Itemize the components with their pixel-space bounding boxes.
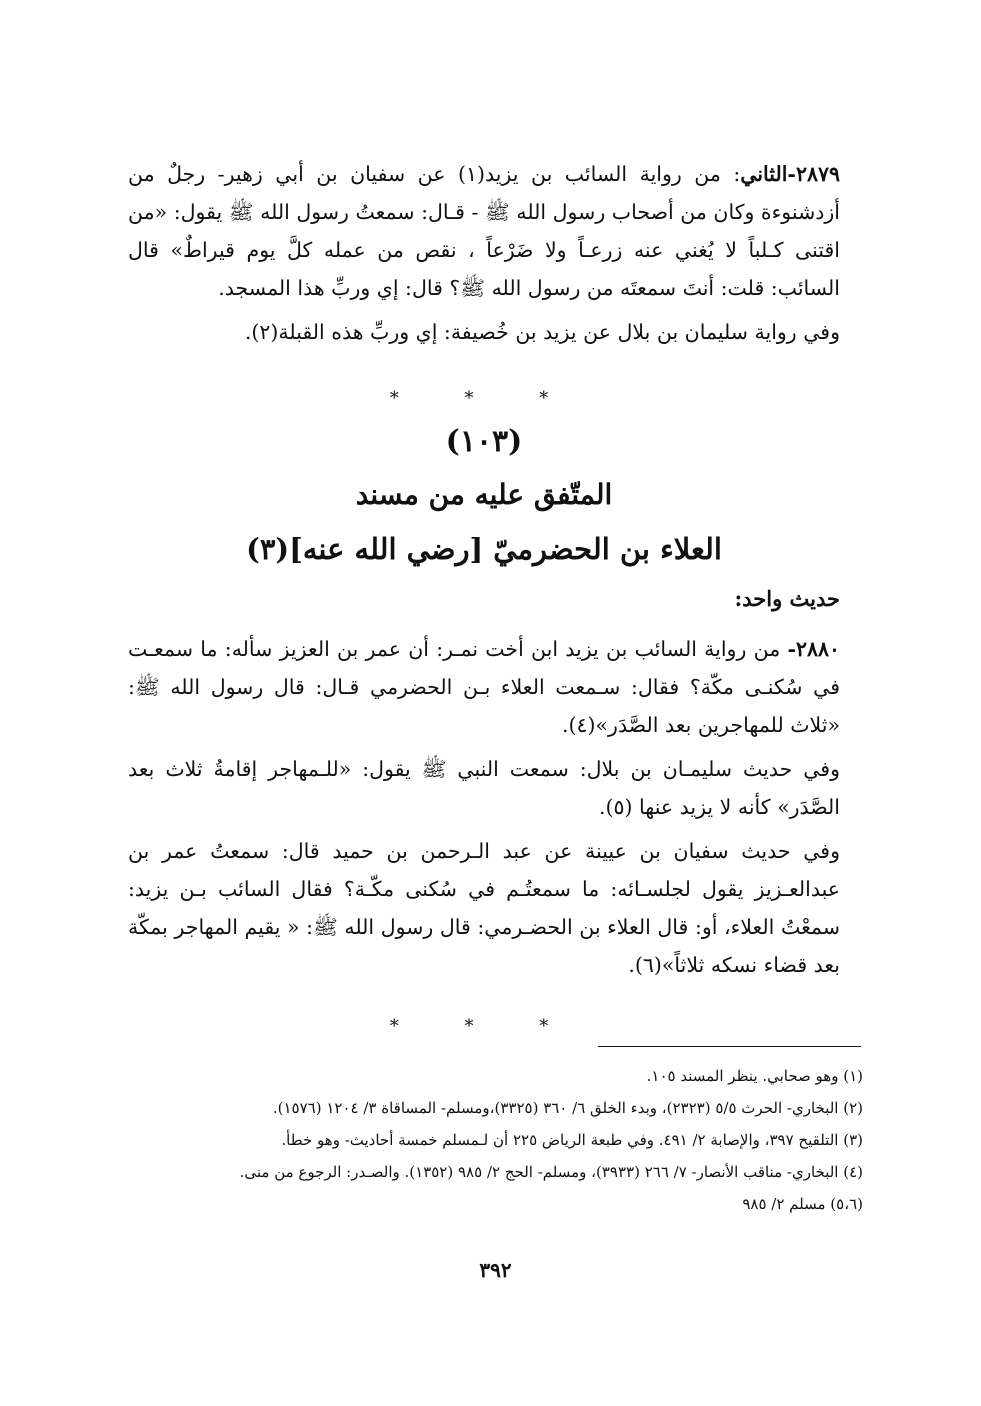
hadith-2880-variant-2: وفي حديث سفيان بن عيينة عن عبد الـرحمن بن حميد قال: سمعتُ عمر بن عبدالعـزيز يقول لجلسـائه: ما سمعتُـم في سُكنى مكّـة؟ فقال السائب بـن يزيد: سمعْتُ العلاء، أو: قال العلاء بن الحضـرمي: قال رسول الله ﷺ: « يقيم المهاجر بمكّة بعد قضاء نسكه ثلاثاً»(٦). [128,839,840,977]
footnotes [128,1060,863,1220]
hadith-2880-paragraph [128,630,840,744]
hadith-2880-number: ٢٨٨٠- [787,637,840,661]
hadith-2879-variant: وفي رواية سليمان بن بلال عن يزيد بن خُصيفة: إي وربِّ هذه القبلة(٢). [244,320,840,344]
chapter-title-line1: المتّفق عليه من مسند [355,478,613,511]
chapter-title-line2: العلاء بن الحضرميّ [رضي الله عنه](٣) [246,532,722,566]
hadith-2879-paragraph [128,155,840,307]
footnote-4: (٤) البخاري- مناقب الأنصار- ٧/ ٢٦٦ (٣٩٣٣)، ومسلم- الحج ٢/ ٩٨٥ (١٣٥٢). والصـدر: الرجوع من منى. [239,1163,863,1181]
footnote-1: (١) وهو صحابي. ينظر المسند ١٠٥. [646,1067,863,1085]
hadith-2879-number: ٢٨٧٩-الثاني [740,162,840,186]
chapter-number: (١٠٣) [445,424,523,459]
hadith-2879-block [128,155,840,351]
hadith-2880-block [128,630,840,984]
footnote-3: (٣) التلقيح ٣٩٧، والإصابة ٢/ ٤٩١. وفي طبعة الرياض ٢٢٥ أن لـمسلم خمسة أحاديث- وهو خطأ. [281,1131,863,1149]
footnote-2: (٢) البخاري- الحرث ٥/٥ (٢٣٢٣)، وبدء الخلق ٦/ ٣٦٠ (٣٣٢٥)،ومسلم- المساقاة ٣/ ١٢٠٤ (١٥٧٦). [272,1099,863,1117]
separator-stars-top: * * * [389,388,579,409]
subheading: حديث واحد: [734,586,840,611]
separator-stars-bottom: * * * [389,1016,579,1037]
hadith-2880-text: من رواية السائب بن يزيد ابن أخت نمـر: أن عمر بن العزيز سأله: ما سمعـت في سُكنـى مكّة؟ فقال: سـمعت العلاء بـن الحضرمي قـال: قال رسول الله ﷺ: «ثلاث للمهاجرين بعد الصَّدَر»(٤). [128,637,840,737]
page-number: ٣٩٢ [479,1258,512,1282]
footnote-5-6: (٥،٦) مسلم ٢/ ٩٨٥ [742,1195,863,1213]
hadith-2880-variant-1: وفي حديث سليمـان بن بلال: سمعت النبي ﷺ يقول: «للـمهاجر إقامةُ ثلاث بعد الصَّدَر» كأنه لا يزيد عنها (٥). [128,757,840,819]
footnote-divider [598,1046,861,1047]
hadith-2879-text: : من رواية السائب بن يزيد(١) عن سفيان بن أبي زهير- رجلٌ من أزدشنوءة وكان من أصحاب رسول الله ﷺ - قـال: سمعتُ رسول الله ﷺ يقول: «من اقتنى كـلباً لا يُغني عنه زرعـاً ولا ضَرْعاً ، نقص من عمله كلَّ يوم قيراطٌ» قال السائب: قلت: أنتَ سمعتَه من رسول الله ﷺ؟ قال: إي وربِّ هذا المسجد. [128,162,840,300]
